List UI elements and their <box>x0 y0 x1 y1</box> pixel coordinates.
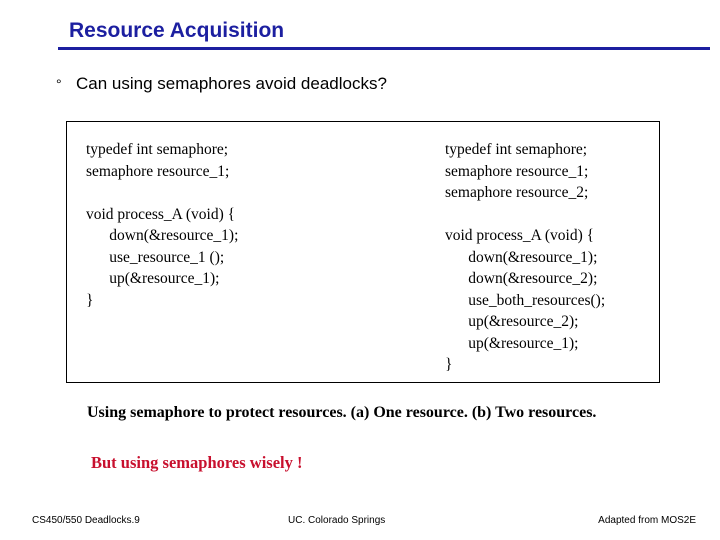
code-one-resource: typedef int semaphore; semaphore resource_1; void process_A (void) { down(&resource_1); use_resource_1 (); up(&resource_1); } <box>86 141 239 309</box>
code-comparison-box <box>66 121 660 383</box>
footer-course: CS450/550 Deadlocks.9 <box>32 515 140 526</box>
footer-institution: UC. Colorado Springs <box>288 515 386 526</box>
emphasis-note: But using semaphores wisely ! <box>91 453 303 472</box>
figure-caption: Using semaphore to protect resources. (a) One resource. (b) Two resources. <box>87 404 597 421</box>
bullet-icon: ° <box>56 76 62 92</box>
title-underline <box>58 47 710 50</box>
bullet-question <box>56 74 387 94</box>
footer-credit: Adapted from MOS2E <box>598 515 696 526</box>
code-two-resources: typedef int semaphore; semaphore resource_1; semaphore resource_2; void process_A (void) { down(&resource_1); down(&resource_2); use_both_resources(); up(&resource_2); up(&resource_1); } <box>445 141 606 373</box>
bullet-text: Can using semaphores avoid deadlocks? <box>76 74 387 93</box>
slide-title: Resource Acquisition <box>69 19 285 42</box>
